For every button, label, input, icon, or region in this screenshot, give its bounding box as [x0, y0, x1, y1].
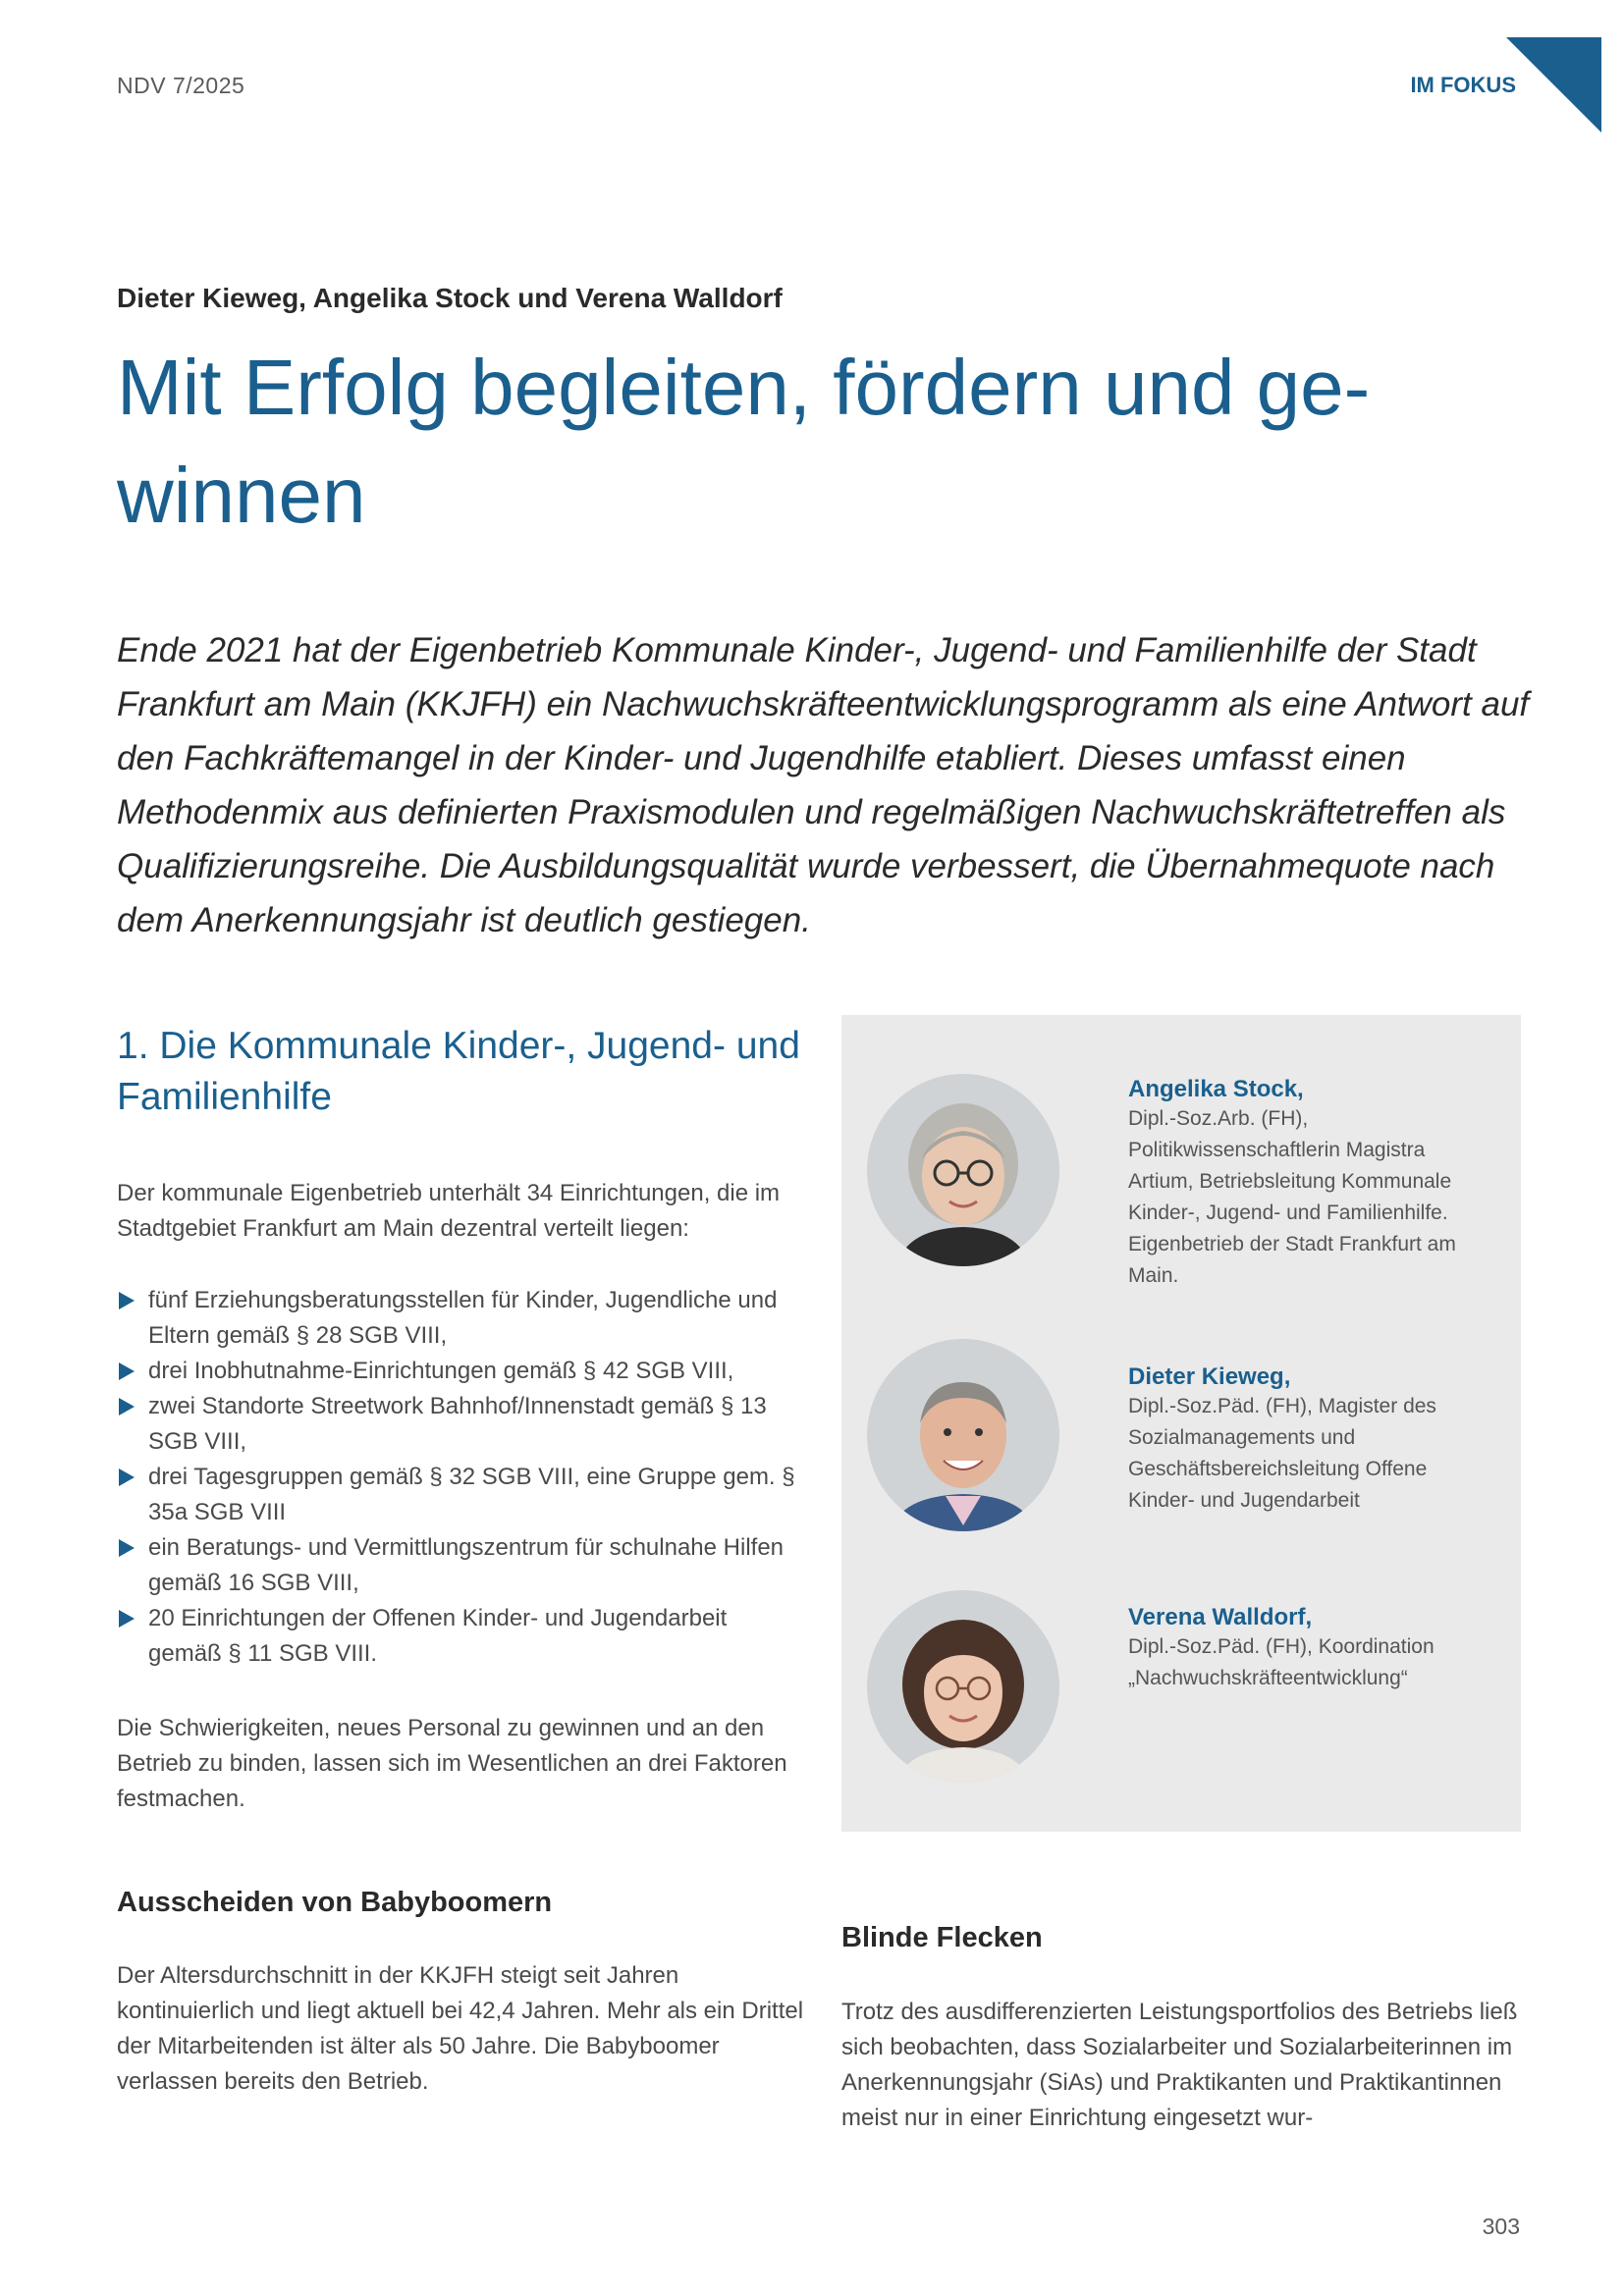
author-photo-walldorf: [867, 1590, 1059, 1783]
section-label: IM FOKUS: [1410, 73, 1516, 97]
portrait-woman-dark-hair-icon: [867, 1590, 1059, 1783]
subheading-blinde-flecken: Blinde Flecken: [841, 1922, 1043, 1953]
bio-text: Dipl.-Soz.Päd. (FH), Magister des Sozialmanagements und Geschäftsbereichsleitung Offene Kinder- und Jugendarbeit: [1128, 1395, 1436, 1512]
bullet-triangle-icon: [119, 1539, 135, 1557]
list-item-text: ein Beratungs- und Vermittlungszentrum für schulnahe Hilfen gemäß 16 SGB VIII,: [148, 1534, 785, 1596]
section-heading-line-2: Familienhilfe: [117, 1076, 332, 1118]
bio-text: Dipl.-Soz.Päd. (FH), Koordination „Nachwuchskräfteentwicklung“: [1128, 1635, 1435, 1689]
bio-name: Verena Walldorf,: [1128, 1604, 1313, 1630]
journal-issue: NDV 7/2025: [117, 73, 245, 98]
bio-name: Dieter Kieweg,: [1128, 1363, 1291, 1390]
bio-name: Angelika Stock,: [1128, 1076, 1304, 1102]
subheading-babyboomer: Ausscheiden von Babyboomern: [117, 1887, 553, 1918]
list-item: [117, 1460, 804, 1530]
author-bio-box: [841, 1015, 1521, 1832]
bio-stock: [1128, 1076, 1482, 1292]
authors: Dieter Kieweg, Angelika Stock und Verena Walldorf: [117, 283, 783, 313]
list-item-text: drei Inobhutnahme-Einrichtungen gemäß § 42 SGB VIII,: [148, 1358, 734, 1384]
list-item-text: 20 Einrichtungen der Offenen Kinder- und Jugendarbeit gemäß § 11 SGB VIII.: [148, 1605, 728, 1667]
bio-walldorf: [1128, 1604, 1482, 1694]
author-photo-stock: [867, 1074, 1059, 1266]
list-item-text: fünf Erziehungsberatungsstellen für Kinder, Jugendliche und Eltern gemäß § 28 SGB VIII,: [148, 1287, 778, 1349]
list-item: [117, 1283, 804, 1354]
article-title: [117, 334, 1491, 550]
list-item: [117, 1530, 804, 1601]
bullet-triangle-icon: [119, 1398, 135, 1415]
blinde-flecken-paragraph: Trotz des ausdifferenzierten Leistungsportfolios des Betriebs ließ sich beobachten, dass Sozialarbeiter und Sozialarbeiterinnen im Anerkennungsjahr (SiAs) und Praktikanten und Praktikantinnen meist nur in einer Einrichtung eingesetzt wur-: [841, 1999, 1518, 2131]
facility-list: [117, 1283, 804, 1672]
list-item-text: zwei Standorte Streetwork Bahnhof/Innenstadt gemäß § 13 SGB VIII,: [148, 1393, 767, 1455]
intro-paragraph: Der kommunale Eigenbetrieb unterhält 34 Einrichtungen, die im Stadtgebiet Frankfurt am Main dezentral verteilt liegen:: [117, 1180, 781, 1242]
bio-kieweg: [1128, 1363, 1482, 1517]
list-item-text: drei Tagesgruppen gemäß § 32 SGB VIII, eine Gruppe gem. § 35a SGB VIII: [148, 1464, 795, 1525]
portrait-man-icon: [867, 1339, 1059, 1531]
bullet-triangle-icon: [119, 1292, 135, 1309]
portrait-woman-glasses-icon: [867, 1074, 1059, 1266]
section-heading: [117, 1021, 804, 1123]
list-item: [117, 1389, 804, 1460]
bullet-triangle-icon: [119, 1610, 135, 1628]
page-number: 303: [1482, 2214, 1520, 2239]
title-line-2: winnen: [117, 452, 366, 539]
author-photo-kieweg: [867, 1339, 1059, 1531]
bullet-triangle-icon: [119, 1362, 135, 1380]
list-item: [117, 1601, 804, 1672]
bio-text: Dipl.-Soz.Arb. (FH), Politikwissenschaftlerin Magistra Artium, Betriebsleitung Kommunale Kinder-, Jugend- und Familienhilfe. Eigenbetrieb der Stadt Frankfurt am Main.: [1128, 1107, 1456, 1287]
bullet-triangle-icon: [119, 1468, 135, 1486]
title-line-1: Mit Erfolg begleiten, fördern und ge-: [117, 344, 1371, 431]
factors-paragraph: Die Schwierigkeiten, neues Personal zu gewinnen und an den Betrieb zu binden, lassen sich im Wesentlichen an drei Faktoren festmachen.: [117, 1715, 787, 1812]
list-item: [117, 1354, 804, 1389]
section-heading-line-1: 1. Die Kommunale Kinder-, Jugend- und: [117, 1025, 800, 1067]
lead-paragraph: Ende 2021 hat der Eigenbetrieb Kommunale Kinder-, Jugend- und Familienhilfe der Stadt Frankfurt am Main (KKJFH) ein Nachwuchskräfteentwicklungsprogramm als eine Antwort auf den Fachkräftemangel in der Kinder- und Jugendhilfe etabliert. Dieses umfasst einen Methodenmix aus definierten Praxismodulen und regelmäßigen Nachwuchskräftetreffen als Qualifizierungsreihe. Die Ausbildungsqualität wurde verbessert, die Übernahmequote nach dem Anerkennungsjahr ist deutlich gestiegen.: [117, 631, 1530, 939]
corner-triangle-icon: [1506, 37, 1601, 133]
babyboomer-paragraph: Der Altersdurchschnitt in der KKJFH steigt seit Jahren kontinuierlich und liegt aktuell bei 42,4 Jahren. Mehr als ein Drittel der Mitarbeitenden ist älter als 50 Jahre. Die Babyboomer verlassen bereits den Betrieb.: [117, 1962, 804, 2095]
